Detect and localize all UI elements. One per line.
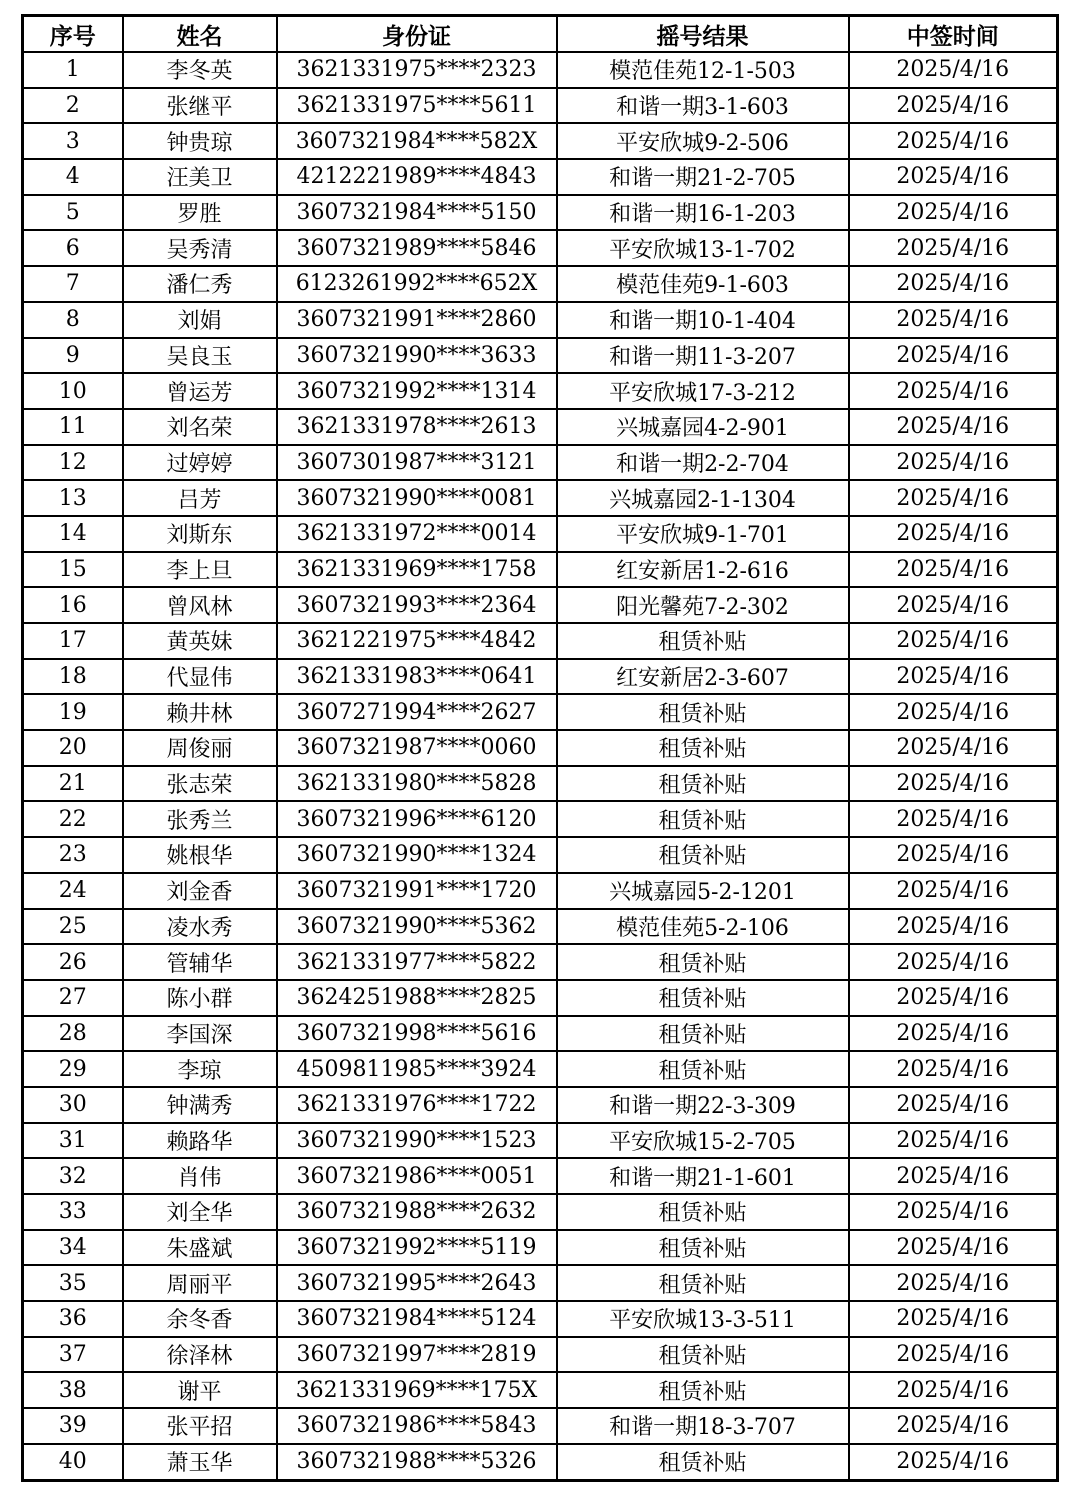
table-row	[23, 1337, 1058, 1373]
cell-name: 黄英妹	[123, 623, 277, 659]
table-row	[23, 980, 1058, 1016]
cell-lottery-result: 租赁补贴	[557, 1194, 849, 1230]
header-id-number: 身份证	[277, 16, 557, 53]
cell-win-date: 2025/4/16	[849, 373, 1058, 409]
cell-serial-number: 14	[23, 516, 123, 552]
cell-win-date: 2025/4/16	[849, 230, 1058, 266]
cell-id-number: 3607321990****5362	[277, 909, 557, 945]
cell-name: 钟贵琼	[123, 123, 277, 159]
cell-lottery-result: 租赁补贴	[557, 730, 849, 766]
table-row	[23, 623, 1058, 659]
cell-lottery-result: 平安欣城13-1-702	[557, 230, 849, 266]
cell-serial-number: 23	[23, 837, 123, 873]
cell-name: 刘全华	[123, 1194, 277, 1230]
cell-serial-number: 37	[23, 1337, 123, 1373]
cell-serial-number: 24	[23, 873, 123, 909]
cell-lottery-result: 和谐一期21-1-601	[557, 1158, 849, 1194]
cell-serial-number: 30	[23, 1087, 123, 1123]
cell-lottery-result: 平安欣城17-3-212	[557, 373, 849, 409]
cell-serial-number: 2	[23, 88, 123, 124]
cell-id-number: 3607321984****582X	[277, 123, 557, 159]
cell-win-date: 2025/4/16	[849, 516, 1058, 552]
cell-serial-number: 9	[23, 338, 123, 374]
table-row	[23, 373, 1058, 409]
cell-name: 凌水秀	[123, 909, 277, 945]
cell-lottery-result: 和谐一期21-2-705	[557, 159, 849, 195]
cell-serial-number: 21	[23, 766, 123, 802]
cell-id-number: 3607321996****6120	[277, 801, 557, 837]
table-row	[23, 52, 1058, 88]
cell-lottery-result: 租赁补贴	[557, 801, 849, 837]
cell-serial-number: 25	[23, 909, 123, 945]
header-name: 姓名	[123, 16, 277, 53]
table-row	[23, 766, 1058, 802]
header-row	[23, 16, 1058, 53]
cell-win-date: 2025/4/16	[849, 1372, 1058, 1408]
cell-name: 李冬英	[123, 52, 277, 88]
table-row	[23, 801, 1058, 837]
cell-name: 刘斯东	[123, 516, 277, 552]
cell-lottery-result: 租赁补贴	[557, 1444, 849, 1480]
cell-name: 周丽平	[123, 1265, 277, 1301]
cell-serial-number: 40	[23, 1444, 123, 1480]
cell-id-number: 3621331977****5822	[277, 944, 557, 980]
cell-id-number: 3607321997****2819	[277, 1337, 557, 1373]
cell-serial-number: 39	[23, 1408, 123, 1444]
cell-id-number: 3621331969****1758	[277, 552, 557, 588]
cell-lottery-result: 和谐一期16-1-203	[557, 195, 849, 231]
cell-id-number: 4212221989****4843	[277, 159, 557, 195]
cell-name: 李上旦	[123, 552, 277, 588]
cell-serial-number: 17	[23, 623, 123, 659]
table-row	[23, 302, 1058, 338]
cell-win-date: 2025/4/16	[849, 266, 1058, 302]
cell-id-number: 3607301987****3121	[277, 445, 557, 481]
cell-win-date: 2025/4/16	[849, 694, 1058, 730]
table-row	[23, 552, 1058, 588]
cell-serial-number: 36	[23, 1301, 123, 1337]
cell-name: 李琼	[123, 1051, 277, 1087]
cell-win-date: 2025/4/16	[849, 1051, 1058, 1087]
cell-win-date: 2025/4/16	[849, 302, 1058, 338]
header-serial-number: 序号	[23, 16, 123, 53]
cell-name: 姚根华	[123, 837, 277, 873]
cell-serial-number: 29	[23, 1051, 123, 1087]
cell-win-date: 2025/4/16	[849, 1158, 1058, 1194]
cell-serial-number: 20	[23, 730, 123, 766]
table-row	[23, 837, 1058, 873]
cell-win-date: 2025/4/16	[849, 88, 1058, 124]
table-row	[23, 1372, 1058, 1408]
cell-lottery-result: 和谐一期22-3-309	[557, 1087, 849, 1123]
cell-win-date: 2025/4/16	[849, 980, 1058, 1016]
cell-serial-number: 27	[23, 980, 123, 1016]
cell-lottery-result: 兴城嘉园5-2-1201	[557, 873, 849, 909]
cell-serial-number: 16	[23, 587, 123, 623]
cell-serial-number: 6	[23, 230, 123, 266]
cell-win-date: 2025/4/16	[849, 944, 1058, 980]
cell-serial-number: 31	[23, 1123, 123, 1159]
cell-lottery-result: 租赁补贴	[557, 623, 849, 659]
cell-name: 余冬香	[123, 1301, 277, 1337]
cell-win-date: 2025/4/16	[849, 195, 1058, 231]
cell-win-date: 2025/4/16	[849, 1408, 1058, 1444]
cell-name: 吴秀清	[123, 230, 277, 266]
cell-id-number: 3607321990****1523	[277, 1123, 557, 1159]
cell-name: 曾风林	[123, 587, 277, 623]
cell-id-number: 3607321988****5326	[277, 1444, 557, 1480]
cell-win-date: 2025/4/16	[849, 801, 1058, 837]
cell-id-number: 6123261992****652X	[277, 266, 557, 302]
cell-id-number: 3607321992****5119	[277, 1230, 557, 1266]
lottery-results-table	[21, 14, 1059, 1482]
cell-name: 吕芳	[123, 480, 277, 516]
cell-name: 肖伟	[123, 1158, 277, 1194]
cell-name: 谢平	[123, 1372, 277, 1408]
cell-lottery-result: 平安欣城9-1-701	[557, 516, 849, 552]
table-row	[23, 659, 1058, 695]
table-row	[23, 1158, 1058, 1194]
cell-win-date: 2025/4/16	[849, 1087, 1058, 1123]
cell-lottery-result: 租赁补贴	[557, 1372, 849, 1408]
cell-name: 管辅华	[123, 944, 277, 980]
table-row	[23, 338, 1058, 374]
cell-lottery-result: 租赁补贴	[557, 944, 849, 980]
cell-lottery-result: 模范佳苑9-1-603	[557, 266, 849, 302]
cell-win-date: 2025/4/16	[849, 659, 1058, 695]
cell-id-number: 3621331975****5611	[277, 88, 557, 124]
cell-name: 刘金香	[123, 873, 277, 909]
cell-lottery-result: 租赁补贴	[557, 694, 849, 730]
cell-id-number: 3607321984****5124	[277, 1301, 557, 1337]
cell-lottery-result: 租赁补贴	[557, 1051, 849, 1087]
cell-serial-number: 11	[23, 409, 123, 445]
cell-win-date: 2025/4/16	[849, 766, 1058, 802]
cell-serial-number: 33	[23, 1194, 123, 1230]
cell-lottery-result: 租赁补贴	[557, 1230, 849, 1266]
cell-id-number: 3624251988****2825	[277, 980, 557, 1016]
cell-lottery-result: 阳光馨苑7-2-302	[557, 587, 849, 623]
cell-id-number: 3607321990****3633	[277, 338, 557, 374]
cell-serial-number: 8	[23, 302, 123, 338]
table-row	[23, 230, 1058, 266]
cell-id-number: 3607321986****0051	[277, 1158, 557, 1194]
table-row	[23, 1051, 1058, 1087]
cell-name: 张秀兰	[123, 801, 277, 837]
cell-win-date: 2025/4/16	[849, 1016, 1058, 1052]
cell-serial-number: 32	[23, 1158, 123, 1194]
cell-win-date: 2025/4/16	[849, 1194, 1058, 1230]
cell-lottery-result: 兴城嘉园2-1-1304	[557, 480, 849, 516]
table-row	[23, 730, 1058, 766]
cell-serial-number: 5	[23, 195, 123, 231]
cell-name: 赖路华	[123, 1123, 277, 1159]
cell-id-number: 3607321991****2860	[277, 302, 557, 338]
cell-id-number: 3621331976****1722	[277, 1087, 557, 1123]
cell-lottery-result: 租赁补贴	[557, 1265, 849, 1301]
table-row	[23, 587, 1058, 623]
cell-win-date: 2025/4/16	[849, 338, 1058, 374]
cell-id-number: 3607321995****2643	[277, 1265, 557, 1301]
cell-name: 张继平	[123, 88, 277, 124]
cell-id-number: 3607321987****0060	[277, 730, 557, 766]
cell-serial-number: 19	[23, 694, 123, 730]
cell-name: 刘名荣	[123, 409, 277, 445]
cell-serial-number: 26	[23, 944, 123, 980]
table-row	[23, 1301, 1058, 1337]
cell-lottery-result: 模范佳苑5-2-106	[557, 909, 849, 945]
cell-win-date: 2025/4/16	[849, 909, 1058, 945]
cell-win-date: 2025/4/16	[849, 587, 1058, 623]
cell-lottery-result: 和谐一期18-3-707	[557, 1408, 849, 1444]
cell-lottery-result: 模范佳苑12-1-503	[557, 52, 849, 88]
cell-lottery-result: 和谐一期10-1-404	[557, 302, 849, 338]
cell-win-date: 2025/4/16	[849, 123, 1058, 159]
table-row	[23, 516, 1058, 552]
cell-name: 代显伟	[123, 659, 277, 695]
table-row	[23, 1087, 1058, 1123]
cell-serial-number: 4	[23, 159, 123, 195]
cell-win-date: 2025/4/16	[849, 1123, 1058, 1159]
cell-name: 汪美卫	[123, 159, 277, 195]
cell-serial-number: 28	[23, 1016, 123, 1052]
table-row	[23, 195, 1058, 231]
table-row	[23, 88, 1058, 124]
cell-id-number: 3607321984****5150	[277, 195, 557, 231]
cell-name: 周俊丽	[123, 730, 277, 766]
cell-win-date: 2025/4/16	[849, 445, 1058, 481]
cell-win-date: 2025/4/16	[849, 1230, 1058, 1266]
table-row	[23, 873, 1058, 909]
cell-serial-number: 38	[23, 1372, 123, 1408]
cell-name: 张平招	[123, 1408, 277, 1444]
table-row	[23, 1230, 1058, 1266]
table-row	[23, 1194, 1058, 1230]
cell-id-number: 3607321998****5616	[277, 1016, 557, 1052]
table-row	[23, 909, 1058, 945]
cell-id-number: 3607321993****2364	[277, 587, 557, 623]
cell-lottery-result: 平安欣城15-2-705	[557, 1123, 849, 1159]
table-row	[23, 1016, 1058, 1052]
cell-id-number: 3607321990****0081	[277, 480, 557, 516]
cell-name: 罗胜	[123, 195, 277, 231]
cell-name: 刘娟	[123, 302, 277, 338]
cell-win-date: 2025/4/16	[849, 1265, 1058, 1301]
cell-id-number: 3607321986****5843	[277, 1408, 557, 1444]
cell-serial-number: 10	[23, 373, 123, 409]
cell-lottery-result: 和谐一期3-1-603	[557, 88, 849, 124]
header-win-date: 中签时间	[849, 16, 1058, 53]
cell-win-date: 2025/4/16	[849, 837, 1058, 873]
cell-serial-number: 18	[23, 659, 123, 695]
cell-name: 徐泽林	[123, 1337, 277, 1373]
cell-id-number: 3607321989****5846	[277, 230, 557, 266]
cell-serial-number: 22	[23, 801, 123, 837]
cell-lottery-result: 和谐一期11-3-207	[557, 338, 849, 374]
cell-lottery-result: 租赁补贴	[557, 1337, 849, 1373]
cell-lottery-result: 平安欣城9-2-506	[557, 123, 849, 159]
table-row	[23, 694, 1058, 730]
cell-serial-number: 13	[23, 480, 123, 516]
cell-win-date: 2025/4/16	[849, 623, 1058, 659]
cell-name: 潘仁秀	[123, 266, 277, 302]
cell-win-date: 2025/4/16	[849, 1444, 1058, 1480]
cell-id-number: 3621331975****2323	[277, 52, 557, 88]
table-row	[23, 1265, 1058, 1301]
cell-win-date: 2025/4/16	[849, 1337, 1058, 1373]
table-row	[23, 944, 1058, 980]
table-row	[23, 1408, 1058, 1444]
cell-win-date: 2025/4/16	[849, 52, 1058, 88]
table-row	[23, 266, 1058, 302]
table-body	[23, 52, 1058, 1480]
cell-serial-number: 15	[23, 552, 123, 588]
cell-id-number: 4509811985****3924	[277, 1051, 557, 1087]
cell-id-number: 3621331969****175X	[277, 1372, 557, 1408]
cell-lottery-result: 租赁补贴	[557, 980, 849, 1016]
cell-name: 吴良玉	[123, 338, 277, 374]
cell-win-date: 2025/4/16	[849, 730, 1058, 766]
cell-win-date: 2025/4/16	[849, 480, 1058, 516]
cell-id-number: 3621331978****2613	[277, 409, 557, 445]
cell-serial-number: 34	[23, 1230, 123, 1266]
cell-name: 赖井林	[123, 694, 277, 730]
cell-name: 朱盛斌	[123, 1230, 277, 1266]
header-lottery-result: 摇号结果	[557, 16, 849, 53]
cell-lottery-result: 平安欣城13-3-511	[557, 1301, 849, 1337]
cell-win-date: 2025/4/16	[849, 409, 1058, 445]
cell-name: 曾运芳	[123, 373, 277, 409]
cell-lottery-result: 和谐一期2-2-704	[557, 445, 849, 481]
table-row	[23, 1123, 1058, 1159]
cell-win-date: 2025/4/16	[849, 552, 1058, 588]
cell-win-date: 2025/4/16	[849, 1301, 1058, 1337]
cell-lottery-result: 租赁补贴	[557, 1016, 849, 1052]
cell-lottery-result: 红安新居1-2-616	[557, 552, 849, 588]
cell-name: 钟满秀	[123, 1087, 277, 1123]
cell-id-number: 3607271994****2627	[277, 694, 557, 730]
cell-lottery-result: 租赁补贴	[557, 766, 849, 802]
cell-serial-number: 1	[23, 52, 123, 88]
cell-id-number: 3607321988****2632	[277, 1194, 557, 1230]
table-row	[23, 409, 1058, 445]
cell-name: 陈小群	[123, 980, 277, 1016]
table-row	[23, 480, 1058, 516]
cell-name: 李国深	[123, 1016, 277, 1052]
cell-serial-number: 35	[23, 1265, 123, 1301]
cell-lottery-result: 租赁补贴	[557, 837, 849, 873]
cell-lottery-result: 兴城嘉园4-2-901	[557, 409, 849, 445]
cell-id-number: 3607321992****1314	[277, 373, 557, 409]
table-header	[23, 16, 1058, 53]
table-row	[23, 159, 1058, 195]
cell-name: 萧玉华	[123, 1444, 277, 1480]
cell-win-date: 2025/4/16	[849, 873, 1058, 909]
cell-win-date: 2025/4/16	[849, 159, 1058, 195]
cell-id-number: 3621221975****4842	[277, 623, 557, 659]
cell-id-number: 3621331983****0641	[277, 659, 557, 695]
cell-id-number: 3621331980****5828	[277, 766, 557, 802]
cell-id-number: 3607321990****1324	[277, 837, 557, 873]
cell-serial-number: 7	[23, 266, 123, 302]
cell-lottery-result: 红安新居2-3-607	[557, 659, 849, 695]
table-row	[23, 123, 1058, 159]
cell-serial-number: 3	[23, 123, 123, 159]
cell-name: 张志荣	[123, 766, 277, 802]
cell-id-number: 3621331972****0014	[277, 516, 557, 552]
table-row	[23, 1444, 1058, 1480]
cell-serial-number: 12	[23, 445, 123, 481]
cell-name: 过婷婷	[123, 445, 277, 481]
table-row	[23, 445, 1058, 481]
cell-id-number: 3607321991****1720	[277, 873, 557, 909]
